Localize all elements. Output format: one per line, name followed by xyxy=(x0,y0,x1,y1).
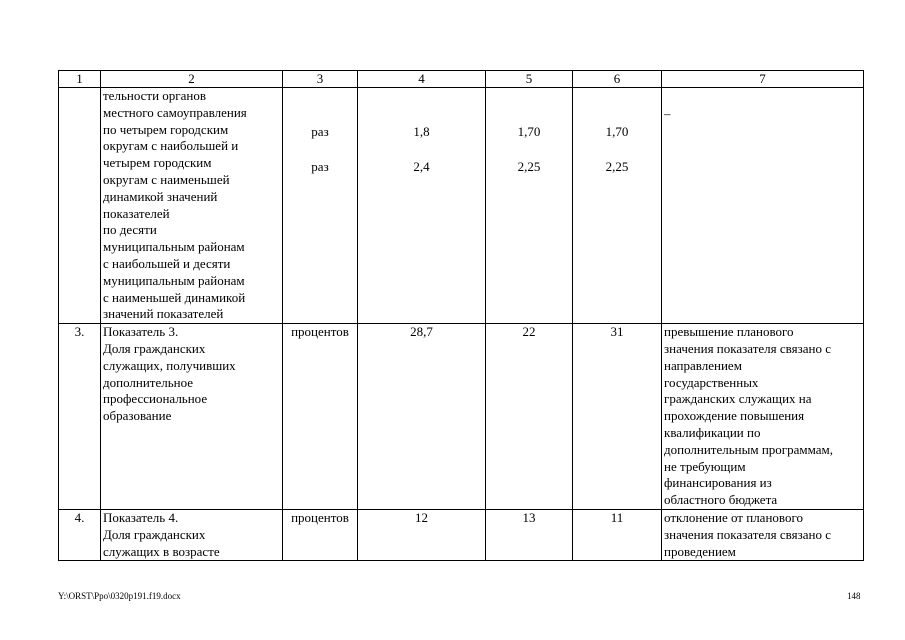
text-line: государственных xyxy=(664,374,759,390)
unit-cell: процентов xyxy=(283,509,358,560)
text-line: тельности органов xyxy=(103,88,207,103)
unit-value: раз xyxy=(311,124,329,139)
cell-value: 1,70 xyxy=(517,124,541,139)
header-cell-5: 5 xyxy=(486,71,573,88)
cell-value: 2,4 xyxy=(413,158,430,174)
row-number-cell: 3. xyxy=(59,324,101,510)
text-line: служащих, получивших xyxy=(103,357,236,373)
header-row xyxy=(59,71,864,88)
value-cell-5 xyxy=(486,88,573,324)
text-line: округам с наибольшей и xyxy=(103,138,239,154)
text-line: профессиональное xyxy=(103,391,208,407)
text-line: образование xyxy=(103,408,172,424)
unit-cell xyxy=(283,88,358,324)
header-cell-6: 6 xyxy=(573,71,662,88)
text-line: муниципальным районам xyxy=(103,272,245,288)
footer-page-number: 148 xyxy=(847,591,861,601)
row-number-cell xyxy=(59,88,101,324)
value-cell-5: 13 xyxy=(486,509,573,560)
text-line: Показатель 4. xyxy=(103,509,179,525)
text-line: значений показателей xyxy=(103,306,224,322)
text-line: превышение планового xyxy=(664,324,794,340)
header-cell-1: 1 xyxy=(59,71,101,88)
header-cell-2: 2 xyxy=(101,71,283,88)
value-cell-4: 12 xyxy=(358,509,486,560)
cell-value: 2,25 xyxy=(517,158,541,174)
indicator-description-cell xyxy=(101,324,283,510)
text-line: Доля гражданских xyxy=(103,340,206,356)
text-line: направлением xyxy=(664,357,742,373)
value-cell-6: 11 xyxy=(573,509,662,560)
text-line: значения показателя связано с xyxy=(664,340,831,356)
text-line: местного самоуправления xyxy=(103,104,247,120)
value-cell-4 xyxy=(358,88,486,324)
text-line: показателей xyxy=(103,205,170,221)
table-row-3 xyxy=(59,324,864,510)
text-line: дополнительное xyxy=(103,374,194,390)
text-line: значения показателя связано с xyxy=(664,526,831,542)
text-line: по десяти xyxy=(103,222,157,238)
indicator-description-cell xyxy=(101,509,283,560)
note-cell xyxy=(662,324,864,510)
header-cell-4: 4 xyxy=(358,71,486,88)
text-line: служащих в возрасте xyxy=(103,543,220,559)
text-line: с наибольшей и десяти xyxy=(103,255,231,271)
note-cell xyxy=(662,509,864,560)
cell-value: 2,25 xyxy=(605,158,629,174)
header-cell-3: 3 xyxy=(283,71,358,88)
value-cell-5: 22 xyxy=(486,324,573,510)
text-line: финансирования из xyxy=(664,475,772,491)
text-line: прохождение повышения xyxy=(664,408,805,424)
text-line: с наименьшей динамикой xyxy=(103,289,246,305)
report-table xyxy=(58,70,864,561)
footer-file-path: Y:\ORST\Ppo\0320p191.f19.docx xyxy=(58,591,181,601)
text-line: отклонение от планового xyxy=(664,509,803,525)
header-cell-7: 7 xyxy=(662,71,864,88)
text-line: динамикой значений xyxy=(103,188,218,204)
text-line: проведением xyxy=(664,543,736,559)
row-number-cell: 4. xyxy=(59,509,101,560)
text-line: гражданских служащих на xyxy=(664,391,812,407)
text-line: Показатель 3. xyxy=(103,324,179,340)
value-cell-6 xyxy=(573,88,662,324)
cell-value: 1,8 xyxy=(413,124,430,139)
value-cell-4: 28,7 xyxy=(358,324,486,510)
text-line: квалификации по xyxy=(664,424,761,440)
note-dash: – xyxy=(664,106,671,121)
unit-value: раз xyxy=(311,158,329,174)
text-line: дополнительным программам, xyxy=(664,441,834,457)
indicator-description-cell xyxy=(101,88,283,324)
value-cell-6: 31 xyxy=(573,324,662,510)
text-line: Доля гражданских xyxy=(103,526,206,542)
unit-cell: процентов xyxy=(283,324,358,510)
text-line: четырем городским xyxy=(103,155,212,171)
text-line: областного бюджета xyxy=(664,492,778,508)
table-row-continuation xyxy=(59,88,864,324)
text-line: по четырем городским xyxy=(103,121,229,137)
cell-value: 1,70 xyxy=(605,124,629,139)
text-line: округам с наименьшей xyxy=(103,171,230,187)
note-cell xyxy=(662,88,864,324)
text-line: муниципальным районам xyxy=(103,239,245,255)
text-line: не требующим xyxy=(664,458,746,474)
table-row-4 xyxy=(59,509,864,560)
